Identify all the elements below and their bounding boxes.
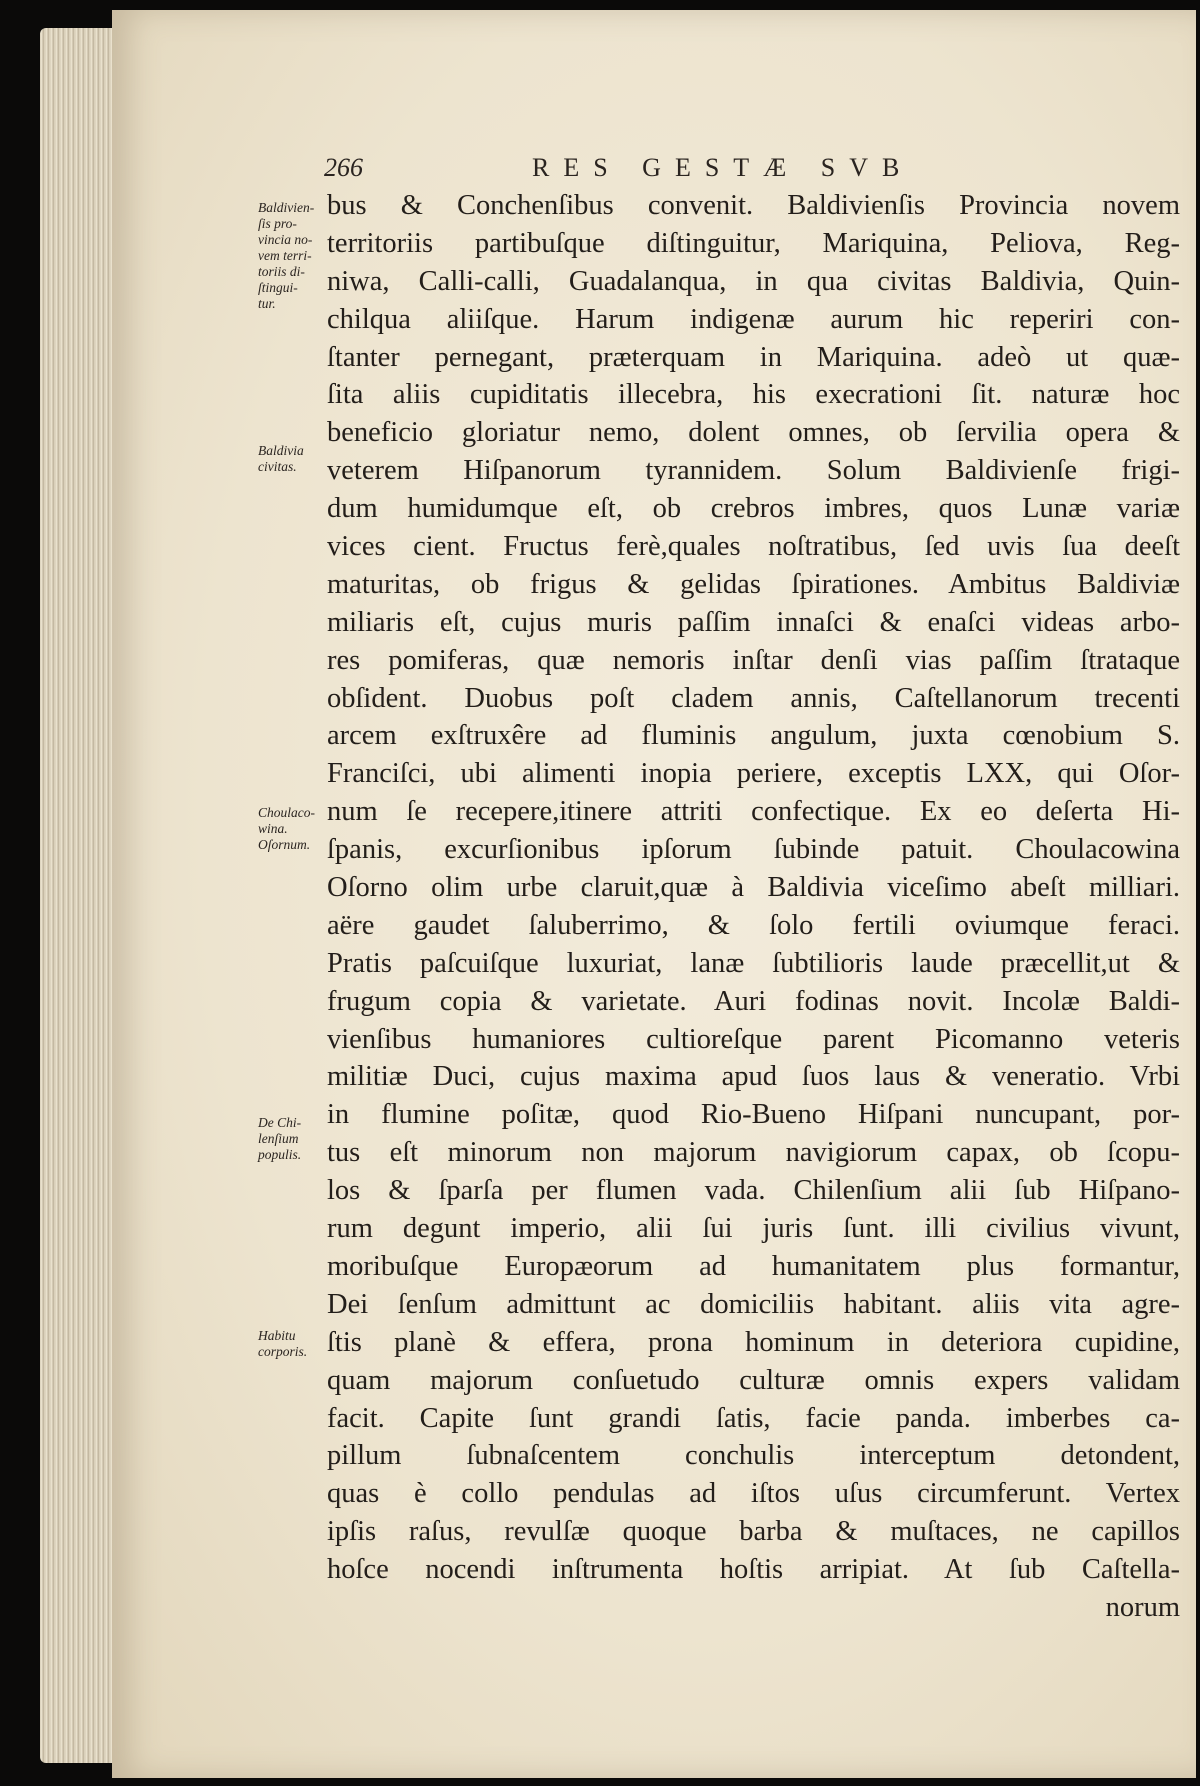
text-line: maturitas, ob frigus & gelidas ſpirationes. Ambitus Baldiviæ <box>327 568 1180 600</box>
text-line: Franciſci, ubi alimenti inopia periere, exceptis LXX, qui Oſor- <box>327 758 1180 790</box>
text-line: beneficio gloriatur nemo, dolent omnes, ob ſervilia opera & <box>327 417 1180 449</box>
margin-note: De Chi- lenſium populis. <box>258 1115 302 1162</box>
text-line: Oſorno olim urbe claruit,quæ à Baldivia viceſimo abeſt milliari. <box>327 872 1180 904</box>
text-line: moribuſque Europæorum ad humanitatem plus formantur, <box>327 1250 1180 1282</box>
page-number: 266 <box>324 153 363 182</box>
text-line: ſtis planè & effera, prona hominum in deteriora cupidine, <box>327 1326 1180 1358</box>
text-line: vices cient. Fructus ferè,quales noſtratibus, ſed uvis ſua deeſt <box>327 531 1180 563</box>
margin-note: Baldivien- ſis pro- vincia no- vem terri- toriis di- ſtingui- tur. <box>258 200 315 311</box>
text-line: num ſe recepere,itinere attriti confectique. Ex eo deſerta Hi- <box>327 796 1180 828</box>
margin-note: Choulaco- wina. Oſornum. <box>258 805 315 852</box>
catchword: norum <box>1105 1591 1180 1623</box>
text-line: ſtanter pernegant, præterquam in Mariquina. adeò ut quæ- <box>327 341 1180 373</box>
text-line: ſpanis, excurſionibus ipſorum ſubinde patuit. Choulacowina <box>327 834 1180 866</box>
text-line: ipſis raſus, revulſæ quoque barba & muſtaces, ne capillos <box>327 1516 1180 1548</box>
text-line: dum humidumque eſt, ob crebros imbres, quos Lunæ variæ <box>327 493 1180 525</box>
text-line: los & ſparſa per flumen vada. Chilenſium alii ſub Hiſpano- <box>327 1175 1180 1207</box>
text-line: Dei ſenſum admittunt ac domiciliis habitant. aliis vita agre- <box>327 1288 1180 1320</box>
text-line: aëre gaudet ſaluberrimo, & ſolo fertili oviumque feraci. <box>327 909 1180 941</box>
text-line: arcem exſtruxêre ad fluminis angulum, juxta cœnobium S. <box>327 720 1180 752</box>
book-page <box>112 10 1196 1778</box>
text-line: miliaris eſt, cujus muris paſſim innaſci & enaſci videas arbo- <box>327 606 1180 638</box>
text-line: res pomiferas, quæ nemoris inſtar denſi vias paſſim ſtrataque <box>327 644 1180 676</box>
text-line: territoriis partibuſque diſtinguitur, Mariquina, Peliova, Reg- <box>327 227 1180 259</box>
text-line: veterem Hiſpanorum tyrannidem. Solum Baldivienſe frigi- <box>327 455 1180 487</box>
body-text <box>327 187 1180 1627</box>
text-line: pillum ſubnaſcentem conchulis interceptum detondent, <box>327 1440 1180 1472</box>
text-line: in flumine poſitæ, quod Rio-Bueno Hiſpani nuncupant, por- <box>327 1099 1180 1131</box>
margin-notes <box>112 10 322 1778</box>
text-line: quam majorum conſuetudo culturæ omnis expers validam <box>327 1364 1180 1396</box>
text-line: obſident. Duobus poſt cladem annis, Caſtellanorum trecenti <box>327 682 1180 714</box>
text-line: hoſce nocendi inſtrumenta hoſtis arripiat. At ſub Caſtella- <box>327 1554 1180 1586</box>
text-line: bus & Conchenſibus convenit. Baldivienſis Provincia novem <box>327 190 1180 221</box>
text-line: chilqua aliiſque. Harum indigenæ aurum hic reperiri con- <box>327 303 1180 335</box>
margin-note: Habitu corporis. <box>258 1328 308 1359</box>
margin-note: Baldivia civitas. <box>258 443 304 474</box>
text-line: vienſibus humaniores cultioreſque parent Picomanno veteris <box>327 1023 1180 1055</box>
text-line: tus eſt minorum non majorum navigiorum capax, ob ſcopu- <box>327 1137 1180 1169</box>
text-line: ſita aliis cupiditatis illecebra, his execrationi ſit. naturæ hoc <box>327 379 1180 411</box>
text-line: militiæ Duci, cujus maxima apud ſuos laus & veneratio. Vrbi <box>327 1061 1180 1093</box>
text-line: niwa, Calli-calli, Guadalanqua, in qua civitas Baldivia, Quin- <box>327 265 1180 297</box>
text-line: frugum copia & varietate. Auri fodinas novit. Incolæ Baldi- <box>327 985 1180 1017</box>
header-title: RES GESTÆ SVB <box>532 153 914 182</box>
text-line: facit. Capite ſunt grandi ſatis, facie panda. imberbes ca- <box>327 1402 1180 1434</box>
text-line: rum degunt imperio, alii ſui juris ſunt. illi civilius vivunt, <box>327 1213 1180 1245</box>
text-line: quas è collo pendulas ad iſtos uſus circumferunt. Vertex <box>327 1478 1180 1510</box>
text-line: Pratis paſcuiſque luxuriat, lanæ ſubtilioris laude præcellit,ut & <box>327 947 1180 979</box>
